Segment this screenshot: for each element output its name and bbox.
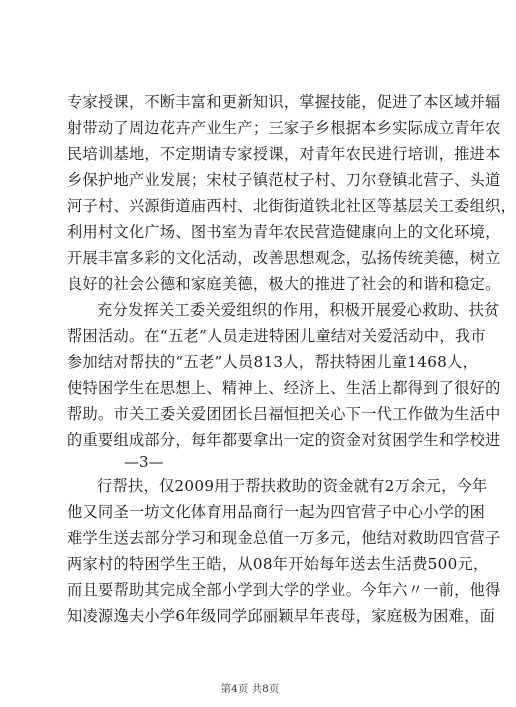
text-line: 难学生送去部分学习和现金总值一万多元，他结对救助四官营子 [67,529,501,547]
text-line: 知凌源逸夫小学6年级同学邱丽颖早年丧母，家庭极为困难，面 [67,607,496,625]
paragraph-first-line: 充分发挥关工委关爱组织的作用，积极开展爱心救助、扶贫 [97,301,500,319]
text-line: 民培训基地，不定期请专家授课，对青年农民进行培训，推进本 [67,145,501,163]
text-line: 两家村的特困学生王皓，从08年开始每年送去生活费500元， [67,555,489,573]
text-line: 使特困学生在思想上、精神上、经济上、生活上都得到了很好的 [67,379,501,397]
inline-page-number: —3— [124,453,164,471]
text-line: 专家授课，不断丰富和更新知识，掌握技能，促进了本区域并辐 [67,93,501,111]
text-line: 的重要组成部分，每年都要拿出一定的资金对贫困学生和学校进 [67,431,501,449]
text-line: 帮困活动。在“五老”人员走进特困儿童结对关爱活动中，我市 [67,327,486,345]
text-line: 帮助。市关工委关爱团团长吕福恒把关心下一代工作做为生活中 [67,405,501,423]
paragraph-first-line: 行帮扶，仅2009用于帮扶救助的资金就有2万余元，今年 [97,477,488,495]
text-line: 开展丰富多彩的文化活动，改善思想观念，弘扬传统美德，树立 [67,249,501,267]
text-line: 河子村、兴源街道庙西村、北街街道铁北社区等基层关工委组织， [67,197,516,215]
text-line: 射带动了周边花卉产业生产；三家子乡根据本乡实际成立青年农 [67,119,501,137]
text-line: 而且要帮助其完成全部小学到大学的学业。今年六〃一前，他得 [67,581,501,599]
text-line: 参加结对帮扶的“五老”人员813人，帮扶特困儿童1468人， [67,353,479,371]
page-footer: 第4页 共8页 [220,683,280,695]
text-line: 他又同圣一坊文化体育用品商行一起为四官营子中心小学的困 [67,503,486,521]
text-line: 乡保护地产业发展；宋杖子镇范杖子村、刀尔登镇北营子、头道 [67,171,501,189]
text-line: 利用村文化广场、图书室为青年农民营造健康向上的文化环境， [67,223,501,241]
text-line: 良好的社会公德和家庭美德，极大的推进了社会的和谐和稳定。 [67,275,501,293]
